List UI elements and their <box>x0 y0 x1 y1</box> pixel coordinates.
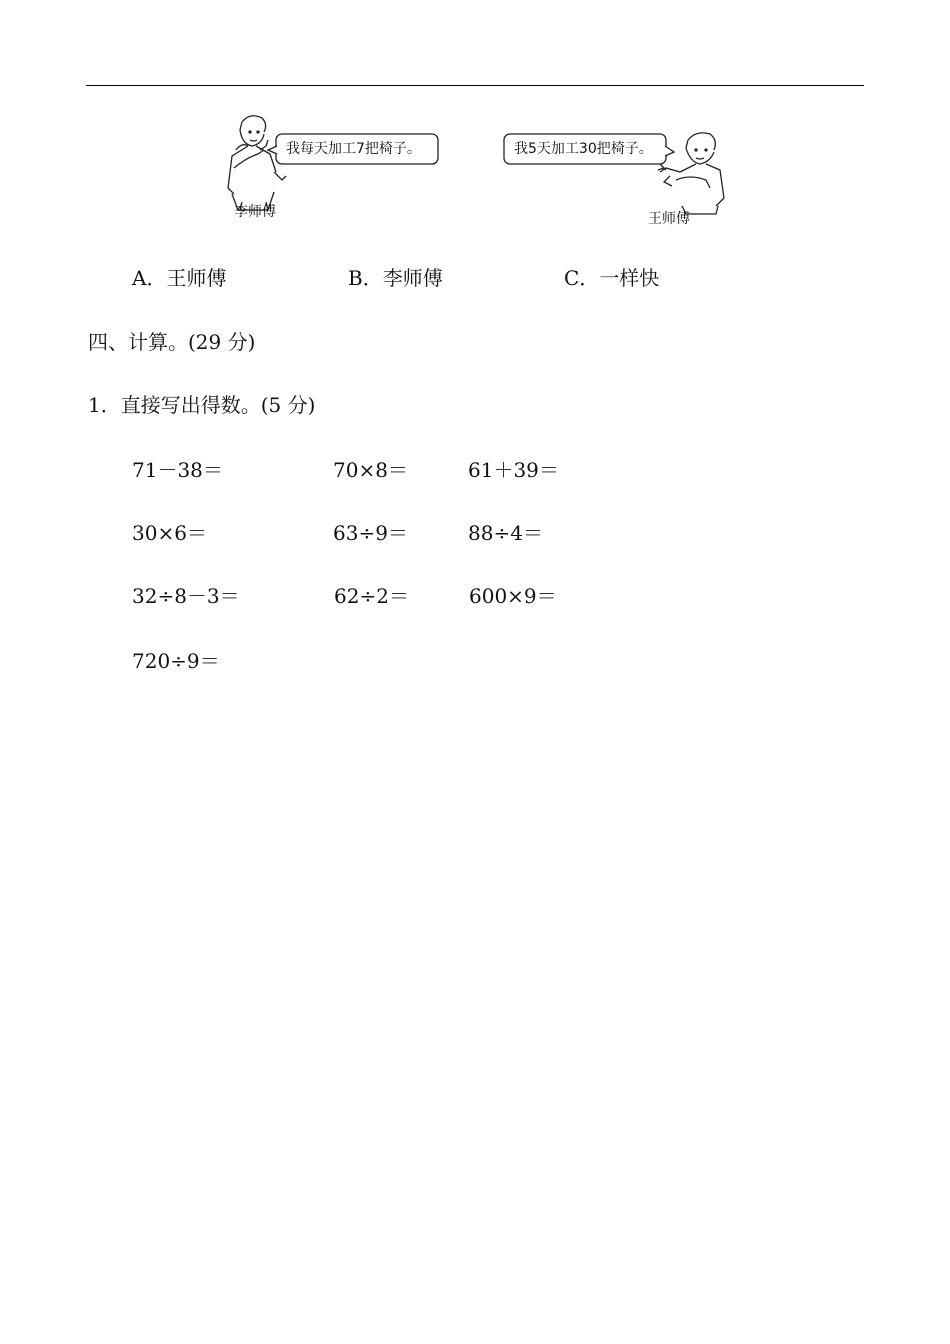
option-b[interactable] <box>348 262 443 291</box>
expression: 62÷2＝ <box>334 584 409 608</box>
question-title: 1．直接写出得数。(5 分) <box>88 393 316 417</box>
expression: 70×8＝ <box>333 458 408 482</box>
speech-li: 我每天加工7把椅子。 <box>286 141 421 157</box>
option-c-letter: C． <box>564 266 600 290</box>
worker-illustration <box>220 110 740 235</box>
expression: 63÷9＝ <box>333 521 408 545</box>
expression: 32÷8－3＝ <box>132 584 240 608</box>
option-c-text: 一样快 <box>599 266 660 290</box>
expression: 71－38＝ <box>132 458 223 482</box>
expression: 720÷9＝ <box>132 649 220 673</box>
label-li: 李师傅 <box>234 204 276 220</box>
option-b-letter: B． <box>348 266 383 290</box>
speech-wang: 我5天加工30把椅子。 <box>514 141 653 157</box>
section-title: 四、计算。(29 分) <box>88 330 256 354</box>
worker-wang-figure <box>658 133 724 214</box>
option-a[interactable] <box>132 262 226 291</box>
expression: 88÷4＝ <box>468 521 543 545</box>
header-rule <box>86 85 864 86</box>
option-a-text: 王师傅 <box>166 266 227 290</box>
expression: 30×6＝ <box>132 521 207 545</box>
option-a-letter: A． <box>132 266 167 290</box>
option-b-text: 李师傅 <box>382 266 443 290</box>
expression: 600×9＝ <box>469 584 557 608</box>
label-wang: 王师傅 <box>648 211 690 227</box>
option-c[interactable] <box>564 262 659 291</box>
expression: 61＋39＝ <box>468 458 559 482</box>
